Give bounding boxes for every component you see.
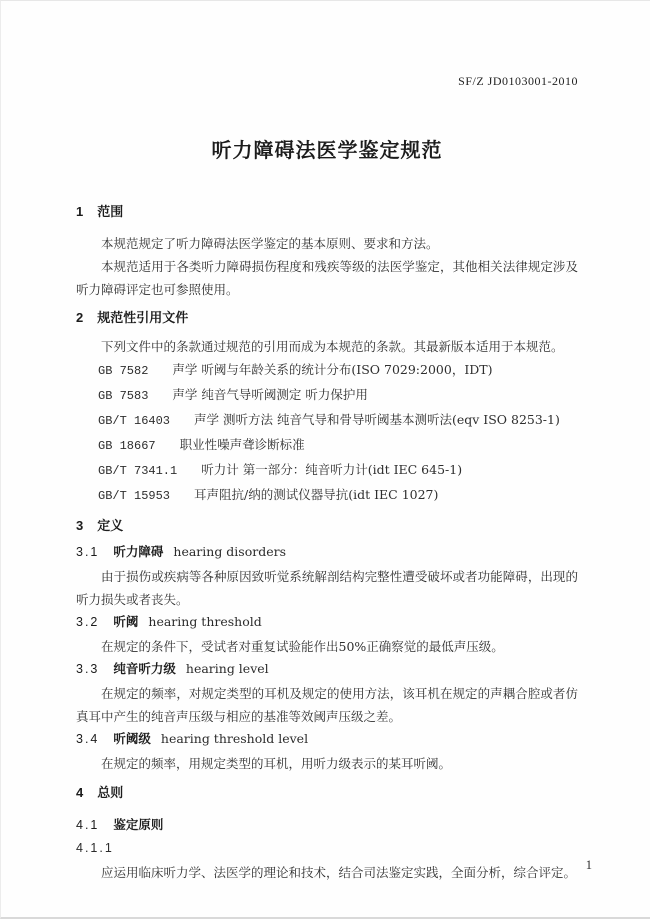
section-4-1-1-number: 4.1.1 [76,841,114,855]
section-2-number: 2 [76,310,86,325]
definition-body: 在规定的频率，对规定类型的耳机及规定的使用方法，该耳机在规定的声耦合腔或者仿真耳中产生的纯音声压级与相应的基准等效阈声压级之差。 [76,686,578,724]
section-1-heading [76,203,578,221]
section-4-heading [76,784,578,802]
section-3-number: 3 [76,518,86,533]
definition-term-en: hearing threshold [148,614,262,629]
section-1-number: 1 [76,204,86,219]
reference-desc: 声学 纯音气导听阈测定 听力保护用 [172,387,368,402]
reference-code: GB/T 7341.1 [98,464,178,478]
section-1-label: 范围 [97,204,124,219]
section-4-label: 总则 [97,785,124,800]
definition-number: 3.2 [76,615,100,629]
reference-code: GB/T 16403 [98,414,171,428]
reference-desc: 声学 测听方法 纯音气导和骨导听阈基本测听法(eqv ISO 8253-1) [194,412,560,427]
page-number: 1 [585,858,592,872]
reference-desc: 听力计 第一部分：纯音听力计(idt IEC 645-1) [201,462,463,477]
section-3-label: 定义 [97,518,124,533]
reference-item [76,483,578,508]
definition-number: 3.1 [76,545,100,559]
section-3-heading [76,517,578,535]
definition-body: 由于损伤或疾病等各种原因致听觉系统解剖结构完整性遭受破坏或者功能障碍，出现的听力损失或者丧失。 [76,569,578,607]
reference-desc: 耳声阻抗/纳的测试仪器导抗(idt IEC 1027) [194,487,439,502]
reference-item [76,358,578,383]
definition-body: 在规定的条件下，受试者对重复试验能作出50%正确察觉的最低声压级。 [101,639,504,654]
section-2-label: 规范性引用文件 [97,310,189,325]
definition-term-zh: 听阈级 [113,732,151,746]
reference-code: GB 7583 [98,389,149,403]
definition-term-en: hearing disorders [173,544,287,559]
scope-paragraph-2: 本规范适用于各类听力障碍损伤程度和残疾等级的法医学鉴定，其他相关法律规定涉及听力障碍评定也可参照使用。 [76,259,578,297]
reference-desc: 职业性噪声聋诊断标准 [179,437,305,452]
definition-number: 3.4 [76,732,100,746]
section-4-1-1-body: 应运用临床听力学、法医学的理论和技术，结合司法鉴定实践，全面分析，综合评定。 [101,865,577,880]
section-4-1-number: 4.1 [76,818,100,832]
definition-term-zh: 纯音听力级 [113,662,176,676]
definition-term-zh: 听阈 [113,615,139,629]
definition-term-en: hearing threshold level [160,731,309,746]
section-2-heading [76,309,578,327]
scope-paragraph-1: 本规范规定了听力障碍法医学鉴定的基本原则、要求和方法。 [101,236,439,251]
section-4-1-label: 鉴定原则 [113,818,164,832]
definition-term-zh: 听力障碍 [113,545,164,559]
definition-body: 在规定的频率，用规定类型的耳机，用听力级表示的某耳听阈。 [101,756,452,771]
definition-3-4-heading [76,730,578,748]
document-title: 听力障碍法医学鉴定规范 [211,140,443,162]
standard-number: SF/Z JD0103001-2010 [458,74,578,88]
reference-item [76,458,578,483]
reference-desc: 声学 听阈与年龄关系的统计分布(ISO 7029:2000，IDT) [172,362,493,377]
reference-item [76,433,578,458]
definition-3-1-heading [76,543,578,561]
reference-item [76,383,578,408]
definition-term-en: hearing level [185,661,269,676]
references-intro: 下列文件中的条款通过规范的引用而成为本规范的条款。其最新版本适用于本规范。 [101,339,564,354]
definition-3-2-heading [76,613,578,631]
definition-number: 3.3 [76,662,100,676]
reference-code: GB 7582 [98,364,149,378]
section-4-number: 4 [76,785,86,800]
reference-item [76,408,578,433]
reference-code: GB/T 15953 [98,489,171,503]
definition-3-3-heading [76,660,578,678]
section-4-1-heading [76,816,578,834]
reference-code: GB 18667 [98,439,156,453]
